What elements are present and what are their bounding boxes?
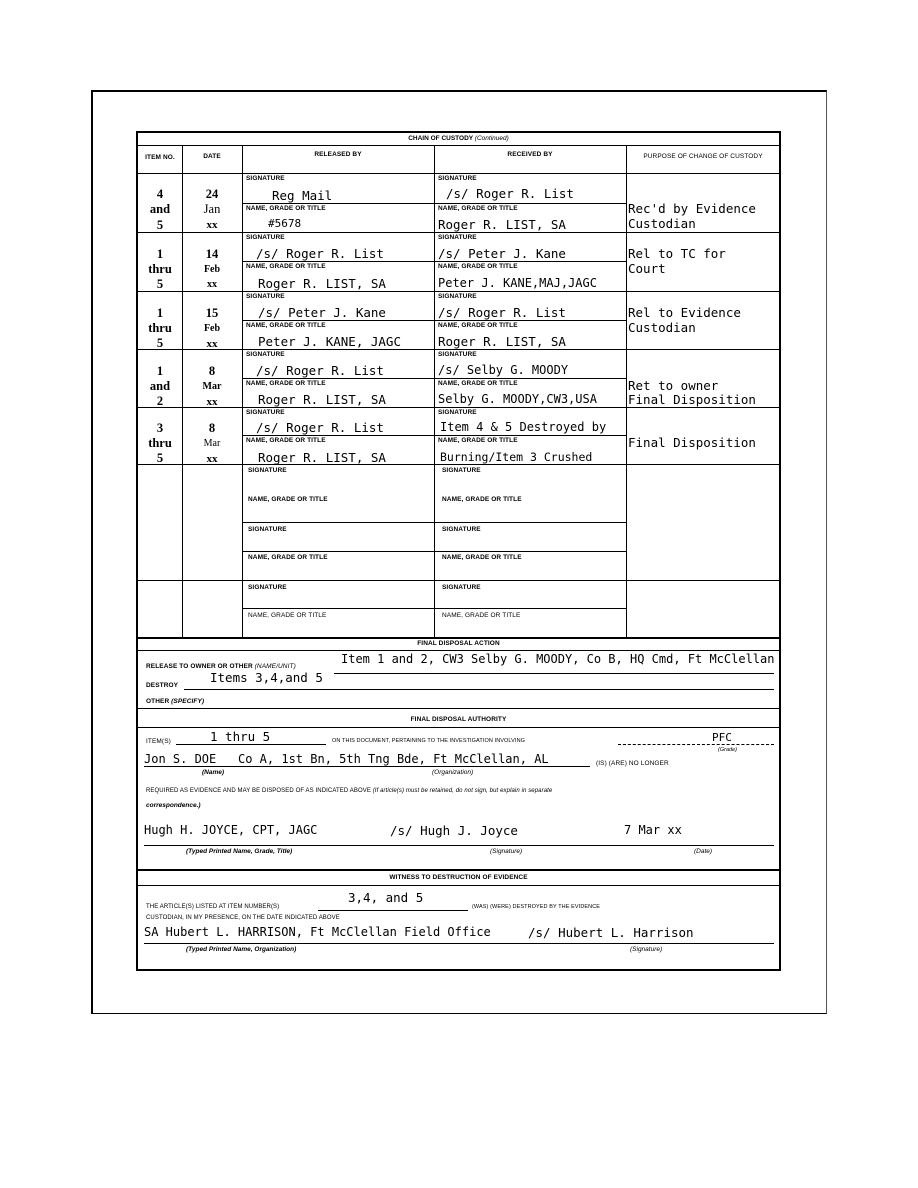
form-title (138, 135, 779, 142)
label-name-grade: NAME, GRADE OR TITLE (248, 612, 327, 619)
witness-signature-label: (Signature) (630, 946, 663, 953)
item-number: 5 (156, 277, 164, 291)
divider (138, 464, 779, 465)
purpose-text: Custodian (628, 216, 696, 231)
label-signature: SIGNATURE (248, 584, 287, 591)
witness-custodian-text: CUSTODIAN, IN MY PRESENCE, ON THE DATE INDICATED ABOVE (146, 915, 340, 921)
label-name-grade: NAME, GRADE OR TITLE (438, 380, 518, 387)
final-disposal-authority-title: FINAL DISPOSAL AUTHORITY (410, 716, 507, 723)
divider (138, 650, 779, 651)
authority-date: 7 Mar xx (624, 823, 682, 837)
subject-name: Jon S. DOE (144, 752, 217, 766)
divider (242, 145, 243, 637)
divider (138, 173, 779, 174)
received-name: Peter J. KANE,MAJ,JAGC (438, 276, 597, 290)
released-signature: Reg Mail (272, 188, 333, 203)
divider (138, 869, 779, 871)
col-header-received: RECEIVED BY (507, 151, 553, 158)
received-name: Roger R. LIST, SA (438, 334, 566, 349)
divider (176, 744, 326, 745)
label-signature: SIGNATURE (438, 351, 477, 358)
item-number: thru (148, 321, 172, 335)
final-disposal-action-title: FINAL DISPOSAL ACTION (417, 640, 500, 647)
label-name-grade: NAME, GRADE OR TITLE (248, 496, 328, 503)
date-label: (Date) (694, 848, 713, 855)
purpose-text: Rel to TC for (628, 246, 726, 261)
witness-typed-label: (Typed Printed Name, Organization) (186, 946, 297, 953)
other-label-text: OTHER (146, 698, 170, 705)
divider (138, 637, 779, 639)
divider (138, 407, 779, 408)
item-number: 4 (156, 187, 164, 201)
authority-signature: /s/ Hugh J. Joyce (390, 823, 518, 838)
received-signature: Item 4 & 5 Destroyed by (440, 420, 607, 434)
received-signature: /s/ Peter J. Kane (438, 246, 566, 261)
col-header-purpose: PURPOSE OF CHANGE OF CUSTODY (643, 153, 763, 160)
date-year: xx (206, 338, 218, 350)
signature-label: (Signature) (490, 848, 523, 855)
label-name-grade: NAME, GRADE OR TITLE (246, 263, 326, 270)
item-number: and (149, 379, 171, 393)
col-header-released: RELEASED BY (314, 151, 362, 158)
label-signature: SIGNATURE (246, 175, 285, 182)
divider (184, 689, 774, 690)
divider (334, 673, 774, 674)
release-label-suffix: (NAME/UNIT) (254, 663, 296, 670)
other-label (146, 698, 204, 705)
divider (138, 885, 779, 886)
label-signature: SIGNATURE (438, 293, 477, 300)
divider (144, 845, 774, 846)
release-label (146, 663, 296, 670)
label-name-grade: NAME, GRADE OR TITLE (248, 554, 328, 561)
divider (242, 378, 626, 379)
date-month: Mar (202, 381, 222, 392)
item-number: and (149, 202, 171, 216)
date-month: Feb (203, 323, 221, 334)
chain-of-custody-form (136, 131, 781, 971)
item-number: thru (148, 262, 172, 276)
destroy-label: DESTROY (146, 682, 179, 689)
pertaining-text: ON THIS DOCUMENT, PERTAINING TO THE INVESTIGATION INVOLVING (332, 738, 526, 744)
authority-signer-name: Hugh H. JOYCE, CPT, JAGC (144, 823, 318, 837)
label-name-grade: NAME, GRADE OR TITLE (442, 496, 522, 503)
divider (318, 910, 468, 911)
label-name-grade: NAME, GRADE OR TITLE (442, 612, 521, 619)
divider (618, 744, 774, 745)
date-year: xx (207, 279, 217, 290)
no-longer-text: (IS) (ARE) NO LONGER (596, 760, 669, 767)
date-day: 15 (205, 306, 219, 320)
other-label-suffix: (SPECIFY) (171, 698, 205, 705)
date-day: 8 (208, 421, 216, 435)
required-text (146, 788, 552, 794)
label-signature: SIGNATURE (438, 409, 477, 416)
released-signature: /s/ Peter J. Kane (258, 305, 386, 320)
label-signature: SIGNATURE (438, 234, 477, 241)
divider (242, 522, 626, 523)
label-name-grade: NAME, GRADE OR TITLE (246, 205, 326, 212)
name-label: (Name) (202, 769, 225, 776)
correspondence-text: correspondence.) (146, 802, 201, 809)
label-name-grade: NAME, GRADE OR TITLE (438, 322, 518, 329)
required-text-main: REQUIRED AS EVIDENCE AND MAY BE DISPOSED OF AS INDICATED ABOVE (146, 788, 371, 794)
col-header-date: DATE (203, 153, 221, 160)
organization-label: (Organization) (432, 769, 474, 776)
label-name-grade: NAME, GRADE OR TITLE (438, 263, 518, 270)
label-signature: SIGNATURE (246, 409, 285, 416)
label-signature: SIGNATURE (442, 584, 481, 591)
item-number: 5 (156, 336, 164, 350)
released-name: Roger R. LIST, SA (258, 276, 386, 291)
date-day: 24 (205, 187, 219, 201)
received-signature: /s/ Selby G. MOODY (438, 363, 569, 377)
divider (138, 145, 779, 146)
witness-articles-text: THE ARTICLE(S) LISTED AT ITEM NUMBER(S) (146, 904, 280, 910)
date-year: xx (206, 453, 218, 465)
typed-name-label: (Typed Printed Name, Grade, Title) (186, 848, 293, 855)
required-text-italic: (If article(s) must be retained, do not sign, but explain in separate (372, 788, 553, 794)
label-signature: SIGNATURE (442, 467, 481, 474)
date-month: Mar (203, 438, 221, 449)
purpose-text: Ret to owner (628, 378, 719, 393)
released-name: Roger R. LIST, SA (258, 392, 386, 407)
received-name: Roger R. LIST, SA (438, 217, 566, 232)
released-signature: /s/ Roger R. List (256, 363, 384, 378)
date-month: Feb (203, 264, 221, 275)
label-name-grade: NAME, GRADE OR TITLE (246, 380, 326, 387)
release-value: Item 1 and 2, CW3 Selby G. MOODY, Co B, HQ Cmd, Ft McClellan (341, 652, 775, 666)
divider (242, 203, 626, 204)
label-name-grade: NAME, GRADE OR TITLE (438, 437, 518, 444)
date-year: xx (206, 396, 218, 408)
purpose-text: Custodian (628, 320, 696, 335)
purpose-text: Final Disposition (628, 435, 756, 450)
label-signature: SIGNATURE (246, 351, 285, 358)
witness-articles-value: 3,4, and 5 (348, 890, 424, 905)
label-name-grade: NAME, GRADE OR TITLE (246, 437, 326, 444)
divider (242, 551, 626, 552)
date-day: 14 (205, 247, 219, 261)
witness-name: SA Hubert L. HARRISON, Ft McClellan Field Office (144, 925, 491, 939)
released-name: Roger R. LIST, SA (258, 450, 386, 465)
grade-value: PFC (712, 731, 732, 744)
divider (144, 943, 774, 944)
released-name: Peter J. KANE, JAGC (258, 334, 401, 349)
grade-label: (Grade) (718, 747, 737, 753)
received-signature: /s/ Roger R. List (438, 305, 566, 320)
date-month: Jan (203, 202, 221, 216)
item-number: 1 (156, 306, 164, 320)
label-signature: SIGNATURE (248, 526, 287, 533)
date-day: 8 (208, 364, 216, 378)
purpose-text: Rec'd by Evidence (628, 201, 756, 216)
released-name: #5678 (268, 217, 302, 230)
divider (626, 145, 627, 637)
items-label: ITEM(S) (146, 738, 171, 745)
form-title-text: CHAIN OF CUSTODY (408, 135, 473, 142)
subject-organization: Co A, 1st Bn, 5th Tng Bde, Ft McClellan, AL (238, 752, 549, 766)
col-header-item: ITEM NO. (145, 154, 175, 161)
divider (242, 608, 626, 609)
divider (138, 349, 779, 350)
purpose-text: Final Disposition (628, 392, 756, 407)
purpose-text: Rel to Evidence (628, 305, 741, 320)
label-signature: SIGNATURE (246, 293, 285, 300)
divider (138, 727, 779, 728)
item-number: 5 (156, 451, 164, 465)
item-number: 1 (156, 364, 164, 378)
received-name: Selby G. MOODY,CW3,USA (438, 392, 597, 406)
label-signature: SIGNATURE (246, 234, 285, 241)
form-title-suffix: (Continued) (474, 135, 509, 142)
divider (138, 291, 779, 292)
item-number: 1 (156, 247, 164, 261)
divider (138, 232, 779, 233)
release-label-text: RELEASE TO OWNER OR OTHER (146, 663, 253, 670)
label-name-grade: NAME, GRADE OR TITLE (442, 554, 522, 561)
divider (242, 435, 626, 436)
divider (434, 145, 435, 637)
witness-was-text: (WAS) (WERE) DESTROYED BY THE EVIDENCE (472, 904, 601, 910)
released-signature: /s/ Roger R. List (256, 420, 384, 435)
label-name-grade: NAME, GRADE OR TITLE (438, 205, 518, 212)
divider (242, 320, 626, 321)
label-signature: SIGNATURE (442, 526, 481, 533)
item-number: 2 (156, 394, 164, 408)
received-name: Burning/Item 3 Crushed (440, 450, 593, 464)
destroy-value: Items 3,4,and 5 (210, 670, 323, 685)
witness-signature: /s/ Hubert L. Harrison (528, 925, 694, 940)
item-number: 5 (156, 218, 164, 232)
item-number: thru (148, 436, 172, 450)
purpose-text: Court (628, 261, 666, 276)
label-name-grade: NAME, GRADE OR TITLE (246, 322, 326, 329)
released-signature: /s/ Roger R. List (256, 246, 384, 261)
witness-title: WITNESS TO DESTRUCTION OF EVIDENCE (389, 874, 528, 881)
divider (138, 708, 779, 709)
label-signature: SIGNATURE (438, 175, 477, 182)
label-signature: SIGNATURE (248, 467, 287, 474)
received-signature: /s/ Roger R. List (446, 186, 574, 201)
item-number: 3 (156, 421, 164, 435)
divider (242, 261, 626, 262)
divider (144, 766, 590, 767)
divider (138, 580, 779, 581)
items-value: 1 thru 5 (210, 729, 271, 744)
date-year: xx (206, 219, 218, 231)
